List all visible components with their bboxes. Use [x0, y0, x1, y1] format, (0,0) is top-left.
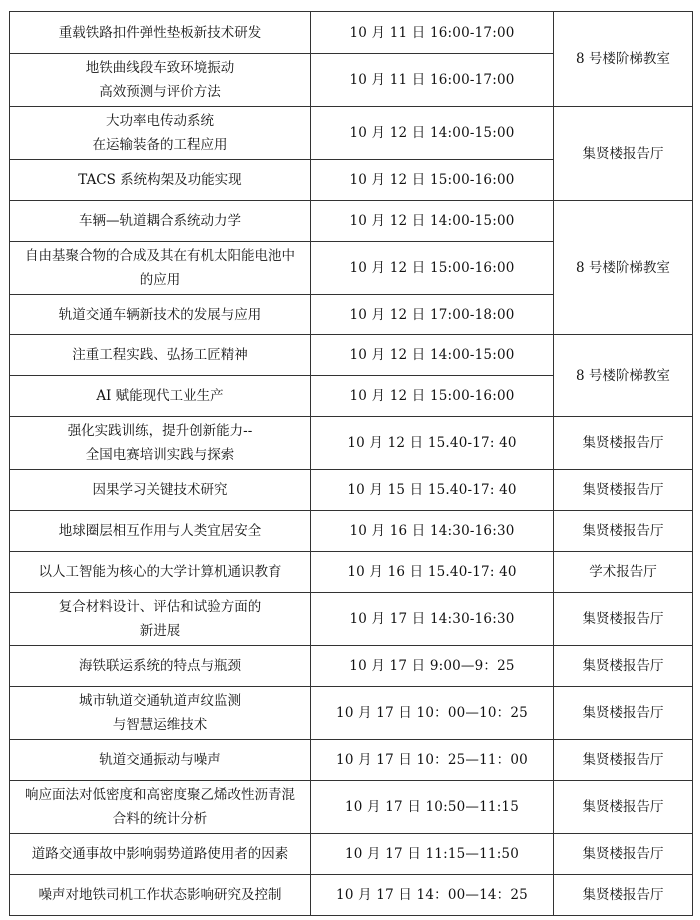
topic-cell: 噪声对地铁司机工作状态影响研究及控制 [10, 875, 311, 916]
schedule-body [10, 12, 693, 916]
time-cell: 10 月 11 日 16:00-17:00 [311, 12, 554, 54]
topic-cell: 复合材料设计、评估和试验方面的 新进展 [10, 593, 311, 646]
time-cell: 10 月 12 日 15:00-16:00 [311, 242, 554, 295]
topic-cell: 轨道交通振动与噪声 [10, 740, 311, 781]
venue-cell: 集贤楼报告厅 [554, 417, 693, 470]
time-cell: 10 月 17 日 11:15—11:50 [311, 834, 554, 875]
lecture-schedule-table [9, 11, 693, 916]
venue-cell: 8 号楼阶梯教室 [554, 12, 693, 107]
venue-cell: 集贤楼报告厅 [554, 470, 693, 511]
table-row [10, 646, 693, 687]
time-cell: 10 月 11 日 16:00-17:00 [311, 54, 554, 107]
time-cell: 10 月 12 日 15:00-16:00 [311, 376, 554, 417]
table-row [10, 335, 693, 376]
venue-cell: 集贤楼报告厅 [554, 646, 693, 687]
topic-cell: AI 赋能现代工业生产 [10, 376, 311, 417]
table-row [10, 417, 693, 470]
table-row [10, 687, 693, 740]
time-cell: 10 月 17 日 10：25—11：00 [311, 740, 554, 781]
table-row [10, 12, 693, 54]
venue-cell: 集贤楼报告厅 [554, 740, 693, 781]
topic-cell: 响应面法对低密度和高密度聚乙烯改性沥青混 合料的统计分析 [10, 781, 311, 834]
topic-cell: 重载铁路扣件弹性垫板新技术研发 [10, 12, 311, 54]
time-cell: 10 月 12 日 14:00-15:00 [311, 201, 554, 242]
venue-cell: 学术报告厅 [554, 552, 693, 593]
table-row [10, 834, 693, 875]
venue-cell: 集贤楼报告厅 [554, 107, 693, 201]
table-row [10, 511, 693, 552]
topic-cell: 强化实践训练，提升创新能力-- 全国电赛培训实践与探索 [10, 417, 311, 470]
time-cell: 10 月 16 日 15.40-17: 40 [311, 552, 554, 593]
topic-cell: 大功率电传动系统 在运输装备的工程应用 [10, 107, 311, 160]
time-cell: 10 月 15 日 15.40-17: 40 [311, 470, 554, 511]
venue-cell: 8 号楼阶梯教室 [554, 335, 693, 417]
time-cell: 10 月 17 日 9:00—9：25 [311, 646, 554, 687]
topic-cell: 城市轨道交通轨道声纹监测 与智慧运维技术 [10, 687, 311, 740]
venue-cell: 集贤楼报告厅 [554, 593, 693, 646]
venue-cell: 8 号楼阶梯教室 [554, 201, 693, 335]
table-row [10, 875, 693, 916]
table-row [10, 740, 693, 781]
topic-cell: 轨道交通车辆新技术的发展与应用 [10, 295, 311, 335]
venue-cell: 集贤楼报告厅 [554, 834, 693, 875]
topic-cell: 地球圈层相互作用与人类宜居安全 [10, 511, 311, 552]
time-cell: 10 月 16 日 14:30-16:30 [311, 511, 554, 552]
time-cell: 10 月 12 日 15:00-16:00 [311, 160, 554, 201]
topic-cell: 道路交通事故中影响弱势道路使用者的因素 [10, 834, 311, 875]
venue-cell: 集贤楼报告厅 [554, 875, 693, 916]
table-row [10, 781, 693, 834]
venue-cell: 集贤楼报告厅 [554, 781, 693, 834]
topic-cell: TACS 系统构架及功能实现 [10, 160, 311, 201]
time-cell: 10 月 17 日 10:50—11:15 [311, 781, 554, 834]
table-row [10, 593, 693, 646]
time-cell: 10 月 12 日 15.40-17: 40 [311, 417, 554, 470]
topic-cell: 车辆—轨道耦合系统动力学 [10, 201, 311, 242]
topic-cell: 地铁曲线段车致环境振动 高效预测与评价方法 [10, 54, 311, 107]
topic-cell: 注重工程实践、弘扬工匠精神 [10, 335, 311, 376]
topic-cell: 海铁联运系统的特点与瓶颈 [10, 646, 311, 687]
table-row [10, 107, 693, 160]
table-row [10, 552, 693, 593]
time-cell: 10 月 17 日 10：00—10：25 [311, 687, 554, 740]
table-row [10, 201, 693, 242]
time-cell: 10 月 17 日 14:30-16:30 [311, 593, 554, 646]
time-cell: 10 月 12 日 14:00-15:00 [311, 335, 554, 376]
table-row [10, 470, 693, 511]
time-cell: 10 月 12 日 17:00-18:00 [311, 295, 554, 335]
topic-cell: 自由基聚合物的合成及其在有机太阳能电池中 的应用 [10, 242, 311, 295]
time-cell: 10 月 12 日 14:00-15:00 [311, 107, 554, 160]
topic-cell: 以人工智能为核心的大学计算机通识教育 [10, 552, 311, 593]
topic-cell: 因果学习关键技术研究 [10, 470, 311, 511]
venue-cell: 集贤楼报告厅 [554, 511, 693, 552]
venue-cell: 集贤楼报告厅 [554, 687, 693, 740]
time-cell: 10 月 17 日 14：00—14：25 [311, 875, 554, 916]
